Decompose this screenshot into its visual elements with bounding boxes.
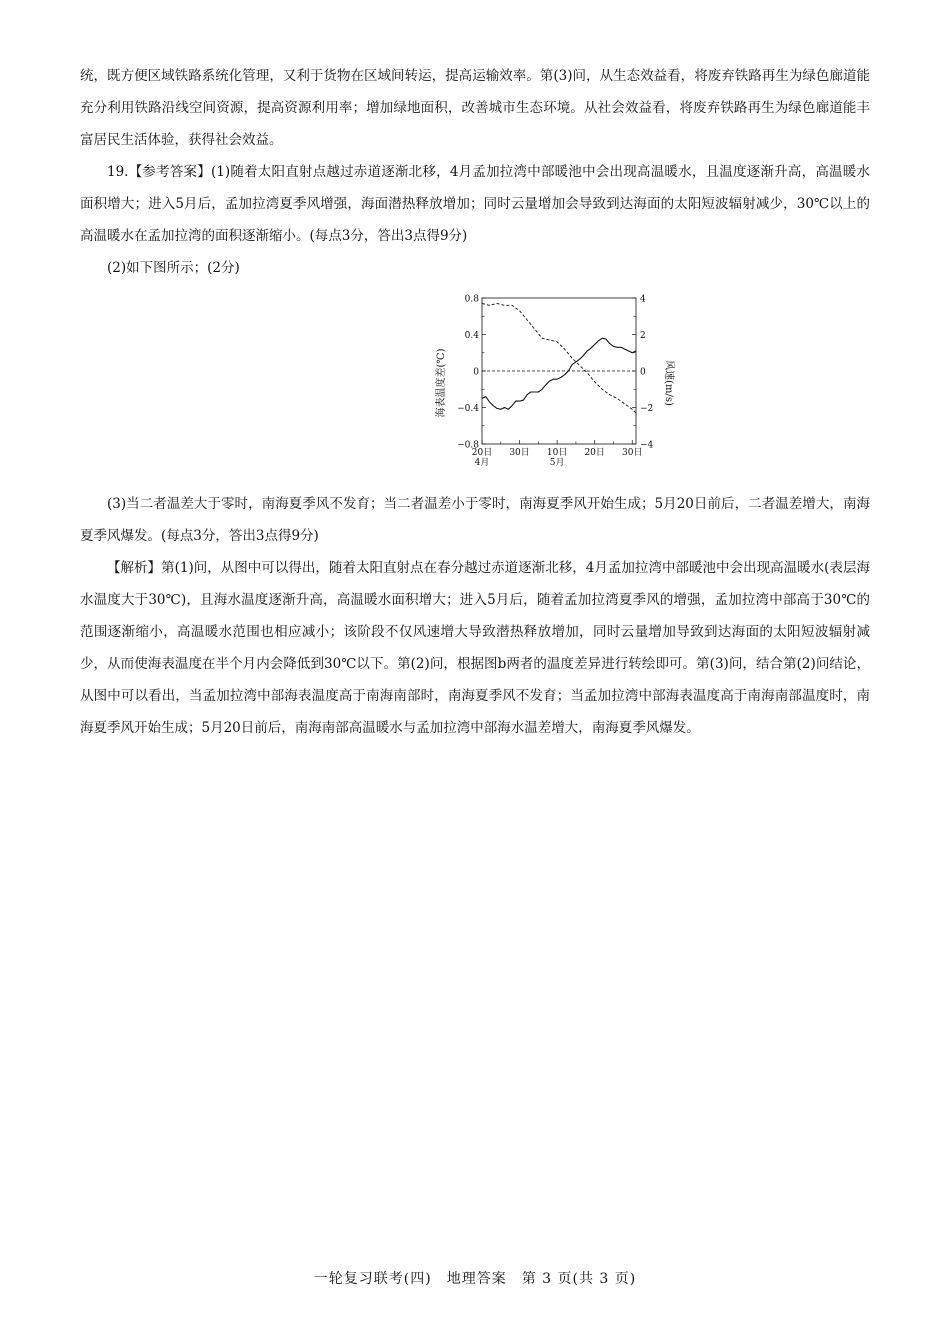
x-tick-label: 30日 — [509, 448, 530, 458]
y-tick-label-left: 0 — [473, 367, 479, 378]
series-line-sst-difference — [482, 338, 636, 409]
x-tick-label: 20日 — [471, 448, 493, 458]
y-tick-label-right: 0 — [640, 367, 646, 378]
y-tick-label-right: 2 — [640, 331, 646, 341]
y-tick-label-right: 4 — [640, 294, 646, 305]
series-line-wind-speed — [482, 304, 636, 414]
answer-content — [80, 60, 870, 744]
analysis-label: 【解析】 — [107, 560, 162, 576]
analysis — [80, 552, 870, 744]
y-tick-label-left: 0.4 — [464, 331, 479, 341]
q19-label: 19.【参考答案】 — [107, 164, 211, 180]
x-tick-label: 20日 — [584, 448, 605, 458]
y-tick-label-left: 0.8 — [464, 294, 479, 305]
q19-answer-3: (3)当二者温差大于零时，南海夏季风不发育；当二者温差小于零时，南海夏季风开始生成；5月20日前后，二者温差增大，南海夏季风爆发。(每点3分，答出3点得9分) — [80, 496, 870, 544]
y-tick-label-right: −2 — [640, 404, 654, 414]
y-tick-label-left: −0.8 — [457, 440, 479, 451]
analysis-text: 第(1)问，从图中可以得出，随着太阳直射点在春分越过赤道逐渐北移，4月孟加拉湾中部暖池中会出现高温暖水(表层海水温度大于30℃)，且海水温度逐渐升高，高温暖水面积增大；进入5月后，随着孟加拉湾夏季风的增强，孟加拉湾中部高于30℃的范围逐渐缩小，高温暖水范围也相应减小；该阶段不仅风速增大导致潜热释放增加，同时云量增加导致到达海面的太阳短波辐射减少，从而使海表温度在半个月内会降低到30℃以下。第(2)问，根据图b两者的温度差异进行转绘即可。第(3)问，结合第(2)问结论，从图中可以看出，当孟加拉湾中部海表温度高于南海南部时，南海夏季风不发育；当孟加拉湾中部海表温度高于南海南部温度时，南海夏季风开始生成；5月20日前后，南海南部高温暖水与孟加拉湾中部海水温差增大，南海夏季风爆发。 — [80, 560, 870, 736]
y-axis-label-left: 海表温度差(℃) — [436, 348, 447, 418]
q19-answer-1 — [80, 156, 870, 252]
x-tick-sublabel: 5月 — [549, 458, 565, 468]
q19-answer-2: (2)如下图所示；(2分) — [107, 260, 240, 276]
figure — [80, 288, 870, 478]
x-tick-label: 30日 — [622, 448, 643, 458]
q19-answer-1-text: (1)随着太阳直射点越过赤道逐渐北移，4月孟加拉湾中部暖池中会出现高温暖水，且温度逐渐升高，高温暖水面积增大；进入5月后，孟加拉湾夏季风增强，海面潜热释放增加；同时云量增加会导致到达海面的太阳短波辐射减少，30℃以上的高温暖水在孟加拉湾的面积逐渐缩小。(每点3分，答出3点得9分) — [80, 164, 870, 244]
y-tick-label-left: −0.4 — [457, 404, 479, 414]
page-footer: 一轮复习联考(四) 地理答案 第 3 页(共 3 页) — [313, 1271, 637, 1287]
x-tick-label: 10日 — [546, 448, 568, 458]
y-tick-label-right: −4 — [640, 440, 654, 451]
sst-wind-chart — [430, 288, 680, 468]
y-axis-label-right: 风速(m/s) — [663, 360, 674, 406]
x-tick-sublabel: 4月 — [474, 458, 490, 468]
para-top: 统，既方便区域铁路系统化管理，又利于货物在区域间转运，提高运输效率。第(3)问，从生态效益看，将废弃铁路再生为绿色廊道能充分利用铁路沿线空间资源，提高资源利用率；增加绿地面积，改善城市生态环境。从社会效益看，将废弃铁路再生为绿色廊道能丰富居民生活体验，获得社会效益。 — [80, 68, 870, 148]
